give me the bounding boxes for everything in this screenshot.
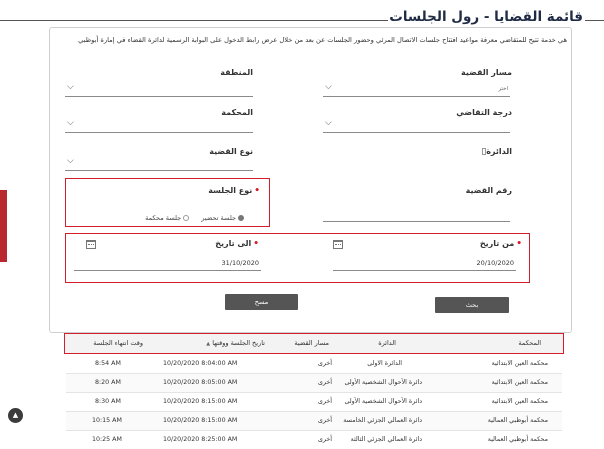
cell-end-time: 10:15 AM [92, 417, 122, 424]
litigation-level-label: درجة التقاضي [456, 108, 512, 117]
from-date-input[interactable] [333, 258, 516, 271]
cell-department: دائرة الأحوال الشخصية الأولى [344, 379, 422, 386]
court-select[interactable] [65, 120, 253, 133]
cell-case-path: أخرى [317, 379, 332, 386]
title-rule-right [585, 20, 604, 21]
case-number-label: رقم القضية [465, 186, 512, 195]
region-select[interactable] [65, 84, 253, 97]
case-type-label: نوع القضية [209, 147, 253, 156]
cell-session-datetime: 10/20/2020 8:04:00 AM [163, 360, 238, 367]
chevron-down-icon: ⌵ [67, 156, 74, 166]
cell-court: محكمة أبوظبي العمالية [487, 436, 548, 443]
cell-session-datetime: 10/20/2020 8:25:00 AM [163, 436, 238, 443]
arrow-up-icon: ▲ [12, 411, 19, 419]
page-title: قائمة القضايا - رول الجلسات [389, 9, 583, 25]
cell-department: الدائرة الاولى [367, 360, 402, 367]
case-path-select[interactable] [323, 84, 510, 97]
col-end-time[interactable]: وقت انتهاء الجلسة [93, 339, 143, 347]
table-row[interactable] [66, 393, 562, 412]
cell-department: دائرة العمالي الجزئي الثالثة [350, 436, 422, 443]
cell-case-path: أخرى [317, 436, 332, 443]
cell-court: محكمة العين الابتدائية [491, 398, 548, 405]
cell-session-datetime: 10/20/2020 8:15:00 AM [163, 417, 238, 424]
clear-button[interactable]: مسح [225, 294, 298, 310]
table-row[interactable] [66, 374, 562, 393]
scroll-top-button[interactable] [8, 408, 23, 423]
calendar-icon[interactable] [86, 240, 96, 249]
cell-department: دائرة العمالي الجزئي الخامسة [343, 417, 422, 424]
cell-session-datetime: 10/20/2020 8:15:00 AM [163, 398, 238, 405]
case-type-select[interactable] [65, 158, 253, 171]
cell-session-datetime: 10/20/2020 8:05:00 AM [163, 379, 238, 386]
required-marker: • [516, 239, 522, 249]
cell-end-time: 10:25 AM [92, 436, 122, 443]
table-row[interactable] [66, 412, 562, 431]
radio-on-icon [238, 215, 244, 221]
region-label: المنطقة [220, 68, 253, 77]
col-session-datetime[interactable]: تاريخ الجلسة ووقتها ▲ [206, 339, 265, 347]
required-marker: • [253, 239, 259, 249]
to-date-label: •الى تاريخ [215, 239, 259, 249]
cell-case-path: أخرى [317, 398, 332, 405]
chevron-down-icon: ⌵ [67, 118, 74, 128]
chevron-down-icon: ⌵ [67, 82, 74, 92]
cell-end-time: 8:20 AM [95, 379, 121, 386]
chevron-down-icon: ⌵ [325, 118, 332, 128]
title-rule-left [0, 20, 388, 21]
table-row[interactable] [66, 355, 562, 374]
cell-department: دائرة الأحوال الشخصية الأولى [344, 398, 422, 405]
litigation-level-select[interactable] [323, 120, 510, 133]
service-description: هي خدمة تتيح للمتقاضي معرفة مواعيد افتتاح جلسات الاتصال المرئي وحضور الجلسات عن بعد من خلال عرض رابط الدخول على البوابة الرسمية لدائرة القضاء في إمارة أبوظبي [78, 36, 567, 44]
cell-case-path: أخرى [317, 360, 332, 367]
col-court[interactable]: المحكمة [518, 339, 541, 347]
calendar-icon[interactable] [333, 240, 343, 249]
required-marker: • [254, 186, 260, 196]
from-date-label: •من تاريخ [479, 239, 522, 249]
radio-court[interactable]: جلسة محكمة [145, 214, 189, 222]
search-button[interactable]: بحث [435, 297, 509, 313]
sort-asc-icon: ▲ [206, 341, 211, 347]
cell-end-time: 8:54 AM [95, 360, 121, 367]
case-number-input[interactable] [323, 209, 510, 222]
col-case-path[interactable]: مسار القضية [294, 339, 329, 347]
from-date-value: 20/10/2020 [476, 259, 514, 267]
side-feedback-tab[interactable] [0, 190, 7, 262]
case-path-label: مسار القضية [461, 68, 512, 77]
cell-court: محكمة أبوظبي العمالية [487, 417, 548, 424]
case-path-value: اختر [498, 86, 508, 92]
table-row[interactable] [66, 431, 562, 449]
session-type-label: •نوع الجلسة [208, 186, 260, 196]
results-table-header [64, 333, 564, 354]
cell-end-time: 8:30 AM [95, 398, 121, 405]
to-date-input[interactable] [74, 258, 261, 271]
cell-court: محكمة العين الابتدائية [491, 360, 548, 367]
radio-preparation[interactable]: جلسة تحضير [201, 214, 244, 222]
cell-court: محكمة العين الابتدائية [491, 379, 548, 386]
to-date-value: 31/10/2020 [221, 259, 259, 267]
radio-off-icon [183, 215, 189, 221]
session-type-radios [145, 214, 244, 222]
col-department[interactable]: الدائرة [378, 339, 396, 347]
cell-case-path: أخرى [317, 417, 332, 424]
chevron-down-icon: ⌵ [325, 82, 332, 92]
court-label: المحكمة [221, 108, 253, 117]
department-label: الدائرة [480, 147, 512, 156]
